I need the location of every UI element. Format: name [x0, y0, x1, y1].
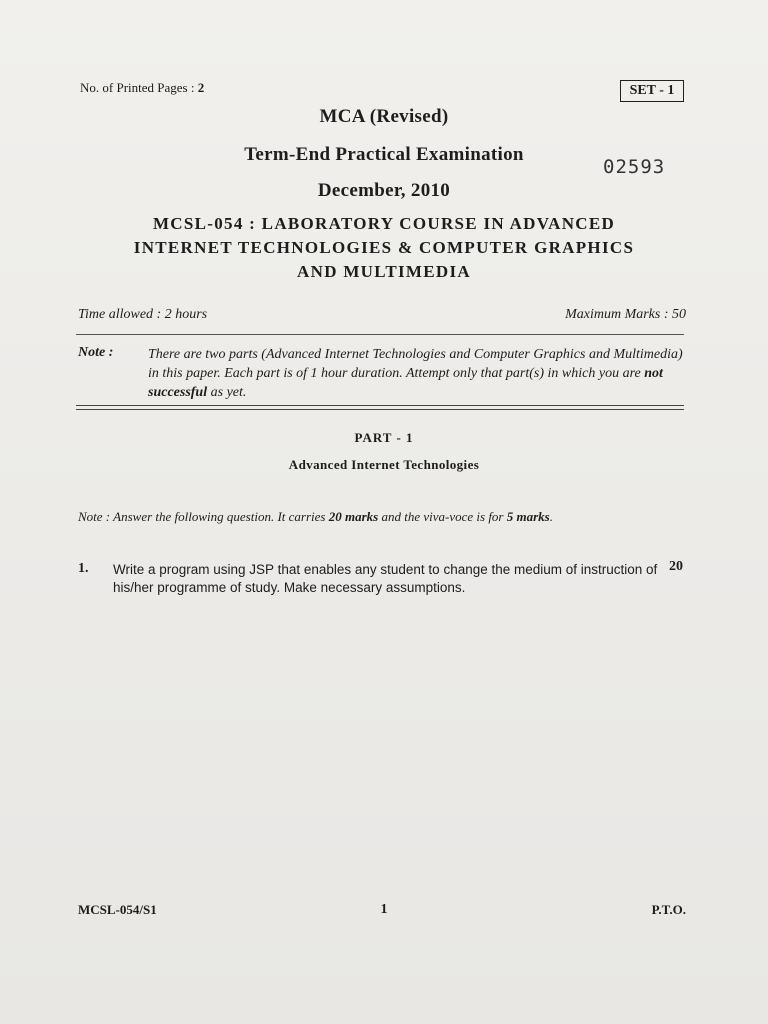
part-note-bold-2: 5 marks: [506, 509, 550, 524]
printed-pages-label: No. of Printed Pages :: [80, 80, 198, 95]
general-note-label: Note :: [78, 345, 114, 360]
question-marks: 20: [669, 559, 683, 574]
divider-line: [76, 334, 684, 335]
double-divider: [76, 405, 684, 410]
programme-title: MCA (Revised): [319, 106, 449, 127]
course-title: [0, 212, 768, 284]
part-note: [78, 509, 553, 525]
question-text: Write a program using JSP that enables any student to change the medium of instruction of his/her programme of study. Make necessary assumptions.: [113, 562, 658, 595]
general-note-text-bold: not successful: [148, 366, 663, 400]
footer-page-number: 1: [380, 902, 388, 917]
part-subtitle: Advanced Internet Technologies: [288, 457, 480, 472]
part-note-part-1: Note : Answer the following question. It carries: [78, 509, 329, 524]
set-badge: SET - 1: [620, 80, 684, 102]
course-title-line-1: MCSL-054 : LABORATORY COURSE IN ADVANCED: [152, 214, 616, 233]
course-title-line-2: INTERNET TECHNOLOGIES & COMPUTER GRAPHICS: [133, 238, 635, 257]
exam-title: Term-End Practical Examination: [244, 144, 524, 165]
general-note-text-part-2: as yet.: [207, 385, 247, 400]
part-note-part-2: and the viva-voce is for: [378, 509, 507, 524]
part-note-bold-1: 20 marks: [328, 509, 379, 524]
course-title-line-3: AND MULTIMEDIA: [297, 262, 471, 281]
serial-number: 02593: [603, 156, 666, 178]
printed-pages-value: 2: [197, 80, 205, 95]
footer-pto: P.T.O.: [651, 902, 686, 917]
part-title: PART - 1: [354, 430, 414, 445]
part-note-part-3: .: [549, 509, 553, 524]
footer-paper-code: MCSL-054/S1: [78, 902, 157, 917]
time-allowed: Time allowed : 2 hours: [78, 307, 208, 322]
question-number: 1.: [78, 561, 89, 576]
general-note-text: [148, 345, 688, 402]
general-note-text-part-1: There are two parts (Advanced Internet Technologies and Computer Graphics and Multimedia) in this paper. Each part is of 1 hour duration. Attempt only that part(s) in which you are: [148, 347, 683, 381]
maximum-marks: Maximum Marks : 50: [565, 307, 686, 322]
printed-pages-info: [80, 80, 204, 96]
exam-date: December, 2010: [317, 180, 451, 201]
